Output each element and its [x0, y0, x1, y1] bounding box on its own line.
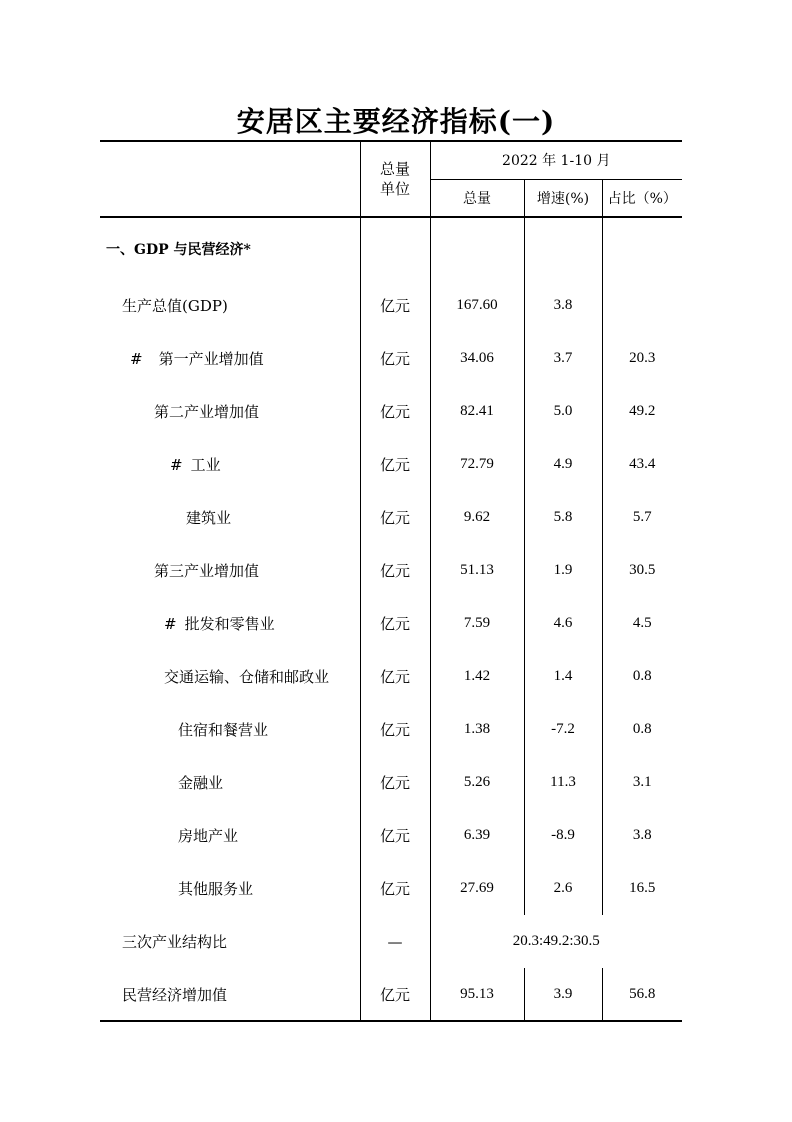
row-total: 34.06 [430, 332, 524, 385]
row-total: 72.79 [430, 438, 524, 491]
table-row [100, 862, 682, 915]
row-label: 其他服务业 [100, 862, 360, 915]
row-unit: 亿元 [360, 756, 430, 809]
table-row [100, 279, 682, 332]
row-label: 一、GDP 与民营经济* [100, 217, 360, 279]
table-row [100, 650, 682, 703]
header-total: 总量 [430, 179, 524, 217]
row-growth: 5.0 [524, 385, 602, 438]
row-growth: -8.9 [524, 809, 602, 862]
row-label: 生产总值(GDP) [100, 279, 360, 332]
header-unit-line1: 总量 [379, 160, 410, 178]
row-total: 6.39 [430, 809, 524, 862]
row-share: 49.2 [629, 403, 656, 419]
row-label: 民营经济增加值 [100, 968, 360, 1021]
row-total: 27.69 [430, 862, 524, 915]
row-growth: 1.9 [524, 544, 602, 597]
row-label: 住宿和餐营业 [100, 703, 360, 756]
row-label: 批发和零售业 [184, 615, 275, 633]
row-total: 95.13 [430, 968, 524, 1021]
table-row [100, 968, 682, 1021]
row-share: 3.1 [632, 774, 652, 790]
table-row [100, 809, 682, 862]
header-period: 2022 年 1-10 月 [430, 141, 682, 179]
row-label: 建筑业 [100, 491, 360, 544]
page-title: 安居区主要经济指标(一) [236, 105, 556, 138]
row-unit: 亿元 [360, 279, 430, 332]
row-label: 房地产业 [100, 809, 360, 862]
row-growth: 11.3 [524, 756, 602, 809]
row-total: 1.38 [430, 703, 524, 756]
row-share: 56.8 [602, 968, 682, 1021]
table-row [100, 915, 682, 968]
row-label-cell [100, 597, 360, 650]
row-label: 第一产业增加值 [158, 350, 264, 368]
row-unit: 亿元 [360, 544, 430, 597]
row-total: 7.59 [430, 597, 524, 650]
table-row [100, 597, 682, 650]
row-total: 167.60 [430, 279, 524, 332]
row-growth: 4.9 [524, 438, 602, 491]
row-share [602, 279, 682, 332]
row-share: 5.7 [632, 509, 652, 525]
row-label: 交通运输、仓储和邮政业 [100, 650, 360, 703]
row-label: 金融业 [100, 756, 360, 809]
row-merged-value: 20.3:49.2:30.5 [512, 933, 600, 949]
table-row [100, 703, 682, 756]
row-label-cell [100, 438, 360, 491]
hash-marker: # [170, 456, 183, 474]
header-share: 占比（%） [602, 179, 682, 217]
row-growth: -7.2 [524, 703, 602, 756]
header-unit [360, 141, 430, 217]
table-row [100, 491, 682, 544]
row-share: 16.5 [629, 880, 656, 896]
row-share [602, 217, 682, 279]
row-growth: 3.7 [524, 332, 602, 385]
row-share: 0.8 [632, 668, 652, 684]
row-total: 82.41 [430, 385, 524, 438]
row-growth: 5.8 [524, 491, 602, 544]
table-row [100, 332, 682, 385]
row-share: 20.3 [629, 350, 656, 366]
header-unit-line2: 单位 [379, 180, 410, 198]
row-unit [360, 217, 430, 279]
row-growth [524, 217, 602, 279]
row-unit: 亿元 [360, 332, 430, 385]
economic-indicators-table [100, 140, 682, 1022]
table-row [100, 438, 682, 491]
row-unit: 亿元 [360, 491, 430, 544]
row-growth: 3.9 [524, 968, 602, 1021]
row-total [430, 217, 524, 279]
row-unit: 亿元 [360, 650, 430, 703]
row-total: 9.62 [430, 491, 524, 544]
row-unit: 亿元 [360, 385, 430, 438]
row-unit: 亿元 [360, 703, 430, 756]
row-label: 第三产业增加值 [100, 544, 360, 597]
row-unit: 亿元 [360, 862, 430, 915]
row-growth: 4.6 [524, 597, 602, 650]
row-label: 工业 [190, 456, 221, 474]
header-corner-cell [100, 141, 360, 217]
row-total: 51.13 [430, 544, 524, 597]
row-growth: 2.6 [524, 862, 602, 915]
row-growth: 1.4 [524, 650, 602, 703]
row-unit: — [360, 915, 430, 968]
row-share: 43.4 [629, 456, 656, 472]
row-label: 三次产业结构比 [100, 915, 360, 968]
row-share: 3.8 [632, 827, 652, 843]
row-total: 1.42 [430, 650, 524, 703]
table-row [100, 544, 682, 597]
row-unit: 亿元 [360, 809, 430, 862]
row-label: 第二产业增加值 [100, 385, 360, 438]
row-unit: 亿元 [360, 597, 430, 650]
row-unit: 亿元 [360, 438, 430, 491]
hash-marker: # [130, 350, 143, 368]
row-share: 4.5 [632, 615, 652, 631]
table-row [100, 217, 682, 279]
row-label-cell [100, 332, 360, 385]
row-growth: 3.8 [524, 279, 602, 332]
row-unit: 亿元 [360, 968, 430, 1021]
hash-marker: # [164, 615, 177, 633]
table-row [100, 756, 682, 809]
row-share: 0.8 [632, 721, 652, 737]
row-total: 5.26 [430, 756, 524, 809]
row-share: 30.5 [629, 562, 656, 578]
header-growth: 增速(%) [524, 179, 602, 217]
table-row [100, 385, 682, 438]
